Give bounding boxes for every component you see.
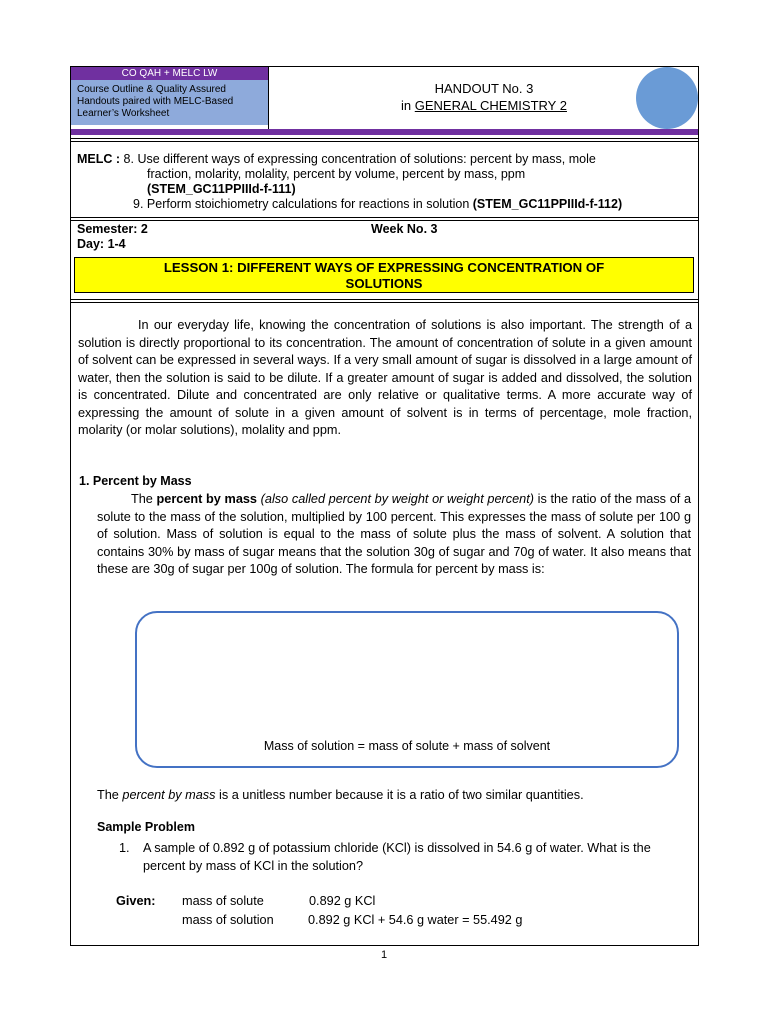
lesson-title [74,257,694,293]
given-label: Given: [116,894,156,908]
semester-label: Semester: 2 [77,222,148,236]
double-rule [71,217,698,221]
problem-text: A sample of 0.892 g of potassium chloride (KCl) is dissolved in 54.6 g of water. What is the percent by mass of KCl in the solution? [143,841,651,873]
sample-problem-heading: Sample Problem [97,820,195,834]
purple-divider [71,129,698,135]
header-description: Course Outline & Quality Assured Handouts paired with MELC-Based Learner’s Worksheet [71,80,268,125]
given-row1-value: 0.892 g KCl [309,894,376,908]
schedule-block [77,222,148,252]
formula-note: Mass of solution = mass of solute + mass of solvent [263,739,551,753]
melc-label: MELC : [77,152,121,166]
week-label: Week No. 3 [371,222,438,236]
given-block [116,892,522,929]
double-rule [71,138,698,142]
header-left-cell [71,67,269,129]
melc-item9-text: Perform stoichiometry calculations for reactions in solution [146,197,470,211]
melc-item8-code: (STEM_GC11PPIIId-f-111) [147,182,296,196]
unitless-note [97,788,584,802]
unitless-term: percent by mass [122,788,216,802]
logo-circle [636,67,698,129]
subject-name: GENERAL CHEMISTRY 2 [414,98,567,113]
handout-frame [70,66,699,946]
sample-problem [119,839,691,875]
given-row2-value: 0.892 g KCl + 54.6 g water = 55.492 g [308,912,523,927]
formula-box [135,611,679,768]
p-start: The [131,492,157,506]
melc-item9-number: 9. [133,197,144,211]
melc-item8-number: 8. [123,152,134,166]
p-italic-note: (also called percent by weight or weight percent) [257,492,534,506]
day-label: Day: 1-4 [77,237,126,251]
melc-item9-code: (STEM_GC11PPIIId-f-112) [472,197,623,211]
double-rule [71,299,698,303]
intro-paragraph: In our everyday life, knowing the concentration of solutions is also important. The strength of a solution is directly proportional to its concentration. The amount of concentration of solute in a given amount of solvent can be expressed in several ways. If a very small amount of sugar is dissolved in a large amount of water, then the solution is said to be dilute. If a greater amount of sugar is added and dissolved, the solution is concentrated. Dilute and concentrated are only relative or qualitative terms. A more accurate way of expressing the amount of solute in a given amount of solvent is in terms of percentage, mole fraction, molarity (or molar solutions), molality and ppm. [78,318,692,437]
section-heading-percent-by-mass: 1. Percent by Mass [79,474,192,488]
subject-prefix: in [401,98,415,113]
given-row2-label: mass of solution [182,912,274,927]
unitless-rest: is a unitless number because it is a ratio of two similar quantities. [215,788,584,802]
melc-item8-text: Use different ways of expressing concentration of solutions: percent by mass, mole [137,152,596,166]
p-rest: is the ratio of the mass of a solute to the mass of the solution, multiplied by 100 percent. This expresses the mass of solute per 100 g of solution. Mass of solution is equal to the mass of solute plus the mass of solvent. A solution that contains 30% by mass of sugar means that the solution 30g of sugar and 70g of water. It also means that these are 30g of sugar per 100g of solution. The formula for percent by mass is: [97,492,692,576]
handout-title [269,67,699,129]
melc-block [77,152,689,212]
unitless-start: The [97,788,123,802]
p-bold-term: percent by mass [156,492,257,506]
lesson-title-line1: LESSON 1: DIFFERENT WAYS OF EXPRESSING CONCENTRATION OF [163,260,605,275]
header-tag: CO QAH + MELC LW [71,67,268,80]
given-row1-label: mass of solute [182,894,264,908]
problem-number: 1. [119,841,130,855]
percent-by-mass-paragraph [97,491,691,579]
page-number: 1 [380,949,388,961]
melc-item8-cont: fraction, molarity, molality, percent by volume, percent by mass, ppm [147,167,526,181]
lesson-title-line2: SOLUTIONS [345,276,423,291]
handout-subject-line [269,98,699,113]
handout-number: HANDOUT No. 3 [434,81,534,96]
